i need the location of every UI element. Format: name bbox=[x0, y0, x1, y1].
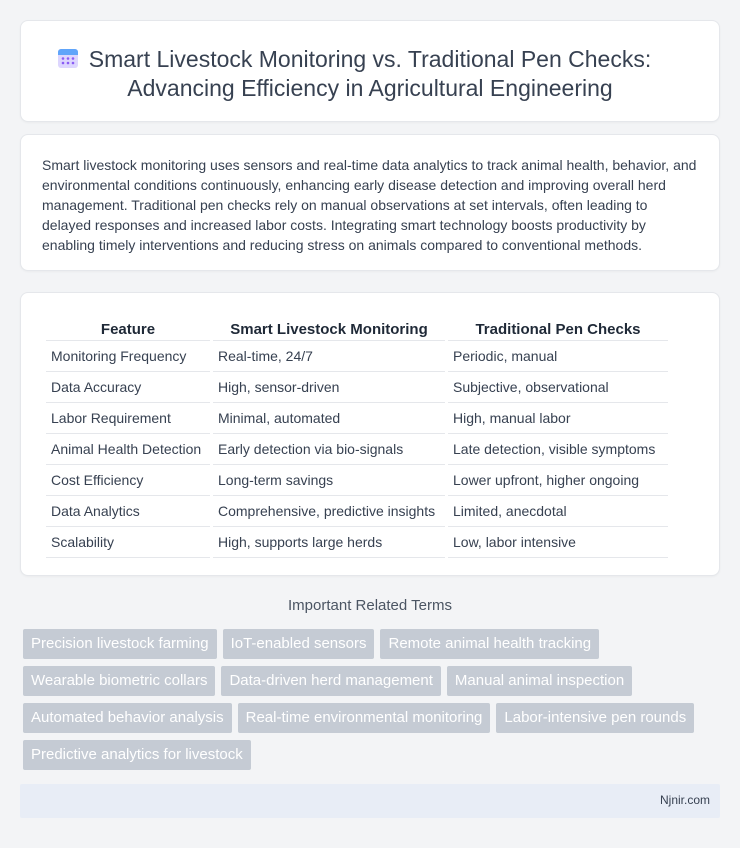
table-cell: Periodic, manual bbox=[448, 341, 668, 372]
related-terms-title: Important Related Terms bbox=[288, 597, 452, 614]
table-cell: Subjective, observational bbox=[448, 372, 668, 403]
footer bbox=[20, 784, 720, 818]
summary-text: Smart livestock monitoring uses sensors and real-time data analytics to track animal health, behavior, and environmental conditions continuously, enhancing early disease detection and improving overall herd management. Traditional pen checks rely on manual observations at set intervals, often leading to delayed responses and increased labor costs. Integrating smart technology boosts productivity by enabling timely interventions and reducing stress on animals compared to conventional methods. bbox=[42, 157, 697, 253]
table-cell: Scalability bbox=[46, 527, 210, 558]
table-row bbox=[46, 434, 668, 465]
table-cell: Real-time, 24/7 bbox=[213, 341, 445, 372]
related-term-tag[interactable]: Wearable biometric collars bbox=[23, 666, 215, 696]
comparison-table-card bbox=[20, 292, 720, 576]
comparison-table bbox=[43, 315, 671, 558]
table-cell: Early detection via bio-signals bbox=[213, 434, 445, 465]
table-row bbox=[46, 527, 668, 558]
header-traditional-checks: Traditional Pen Checks bbox=[448, 315, 668, 341]
page-title-line-2: Advancing Efficiency in Agricultural Engineering bbox=[127, 75, 613, 101]
table-row bbox=[46, 341, 668, 372]
page-title-line-1: Smart Livestock Monitoring vs. Traditional Pen Checks: bbox=[88, 46, 652, 72]
related-term-tag[interactable]: Predictive analytics for livestock bbox=[23, 740, 251, 770]
related-term-tag[interactable]: Remote animal health tracking bbox=[380, 629, 599, 659]
table-cell: Minimal, automated bbox=[213, 403, 445, 434]
footer-site-link[interactable]: Njnir.com bbox=[659, 793, 710, 807]
related-term-tag[interactable]: Real-time environmental monitoring bbox=[238, 703, 491, 733]
table-cell: Monitoring Frequency bbox=[46, 341, 210, 372]
table-header-row bbox=[46, 315, 668, 341]
table-cell: Data Analytics bbox=[46, 496, 210, 527]
table-cell: Comprehensive, predictive insights bbox=[213, 496, 445, 527]
header-feature: Feature bbox=[46, 315, 210, 341]
table-cell: High, sensor-driven bbox=[213, 372, 445, 403]
table-row bbox=[46, 496, 668, 527]
table-cell: Late detection, visible symptoms bbox=[448, 434, 668, 465]
table-cell: Lower upfront, higher ongoing bbox=[448, 465, 668, 496]
related-term-tag[interactable]: IoT-enabled sensors bbox=[223, 629, 375, 659]
table-cell: Limited, anecdotal bbox=[448, 496, 668, 527]
related-term-tag[interactable]: Data-driven herd management bbox=[221, 666, 440, 696]
related-term-tag[interactable]: Labor-intensive pen rounds bbox=[496, 703, 694, 733]
related-terms-list bbox=[23, 629, 703, 770]
table-cell: High, manual labor bbox=[448, 403, 668, 434]
page-title bbox=[21, 45, 719, 103]
title-card bbox=[20, 20, 720, 122]
table-cell: Cost Efficiency bbox=[46, 465, 210, 496]
table-cell: Labor Requirement bbox=[46, 403, 210, 434]
table-cell: Low, labor intensive bbox=[448, 527, 668, 558]
table-row bbox=[46, 403, 668, 434]
table-cell: Long-term savings bbox=[213, 465, 445, 496]
table-cell: Data Accuracy bbox=[46, 372, 210, 403]
header-smart-monitoring: Smart Livestock Monitoring bbox=[213, 315, 445, 341]
related-term-tag[interactable]: Automated behavior analysis bbox=[23, 703, 232, 733]
table-cell: Animal Health Detection bbox=[46, 434, 210, 465]
summary-card bbox=[20, 134, 720, 271]
related-term-tag[interactable]: Manual animal inspection bbox=[447, 666, 632, 696]
table-cell: High, supports large herds bbox=[213, 527, 445, 558]
table-row bbox=[46, 465, 668, 496]
table-row bbox=[46, 372, 668, 403]
related-term-tag[interactable]: Precision livestock farming bbox=[23, 629, 217, 659]
